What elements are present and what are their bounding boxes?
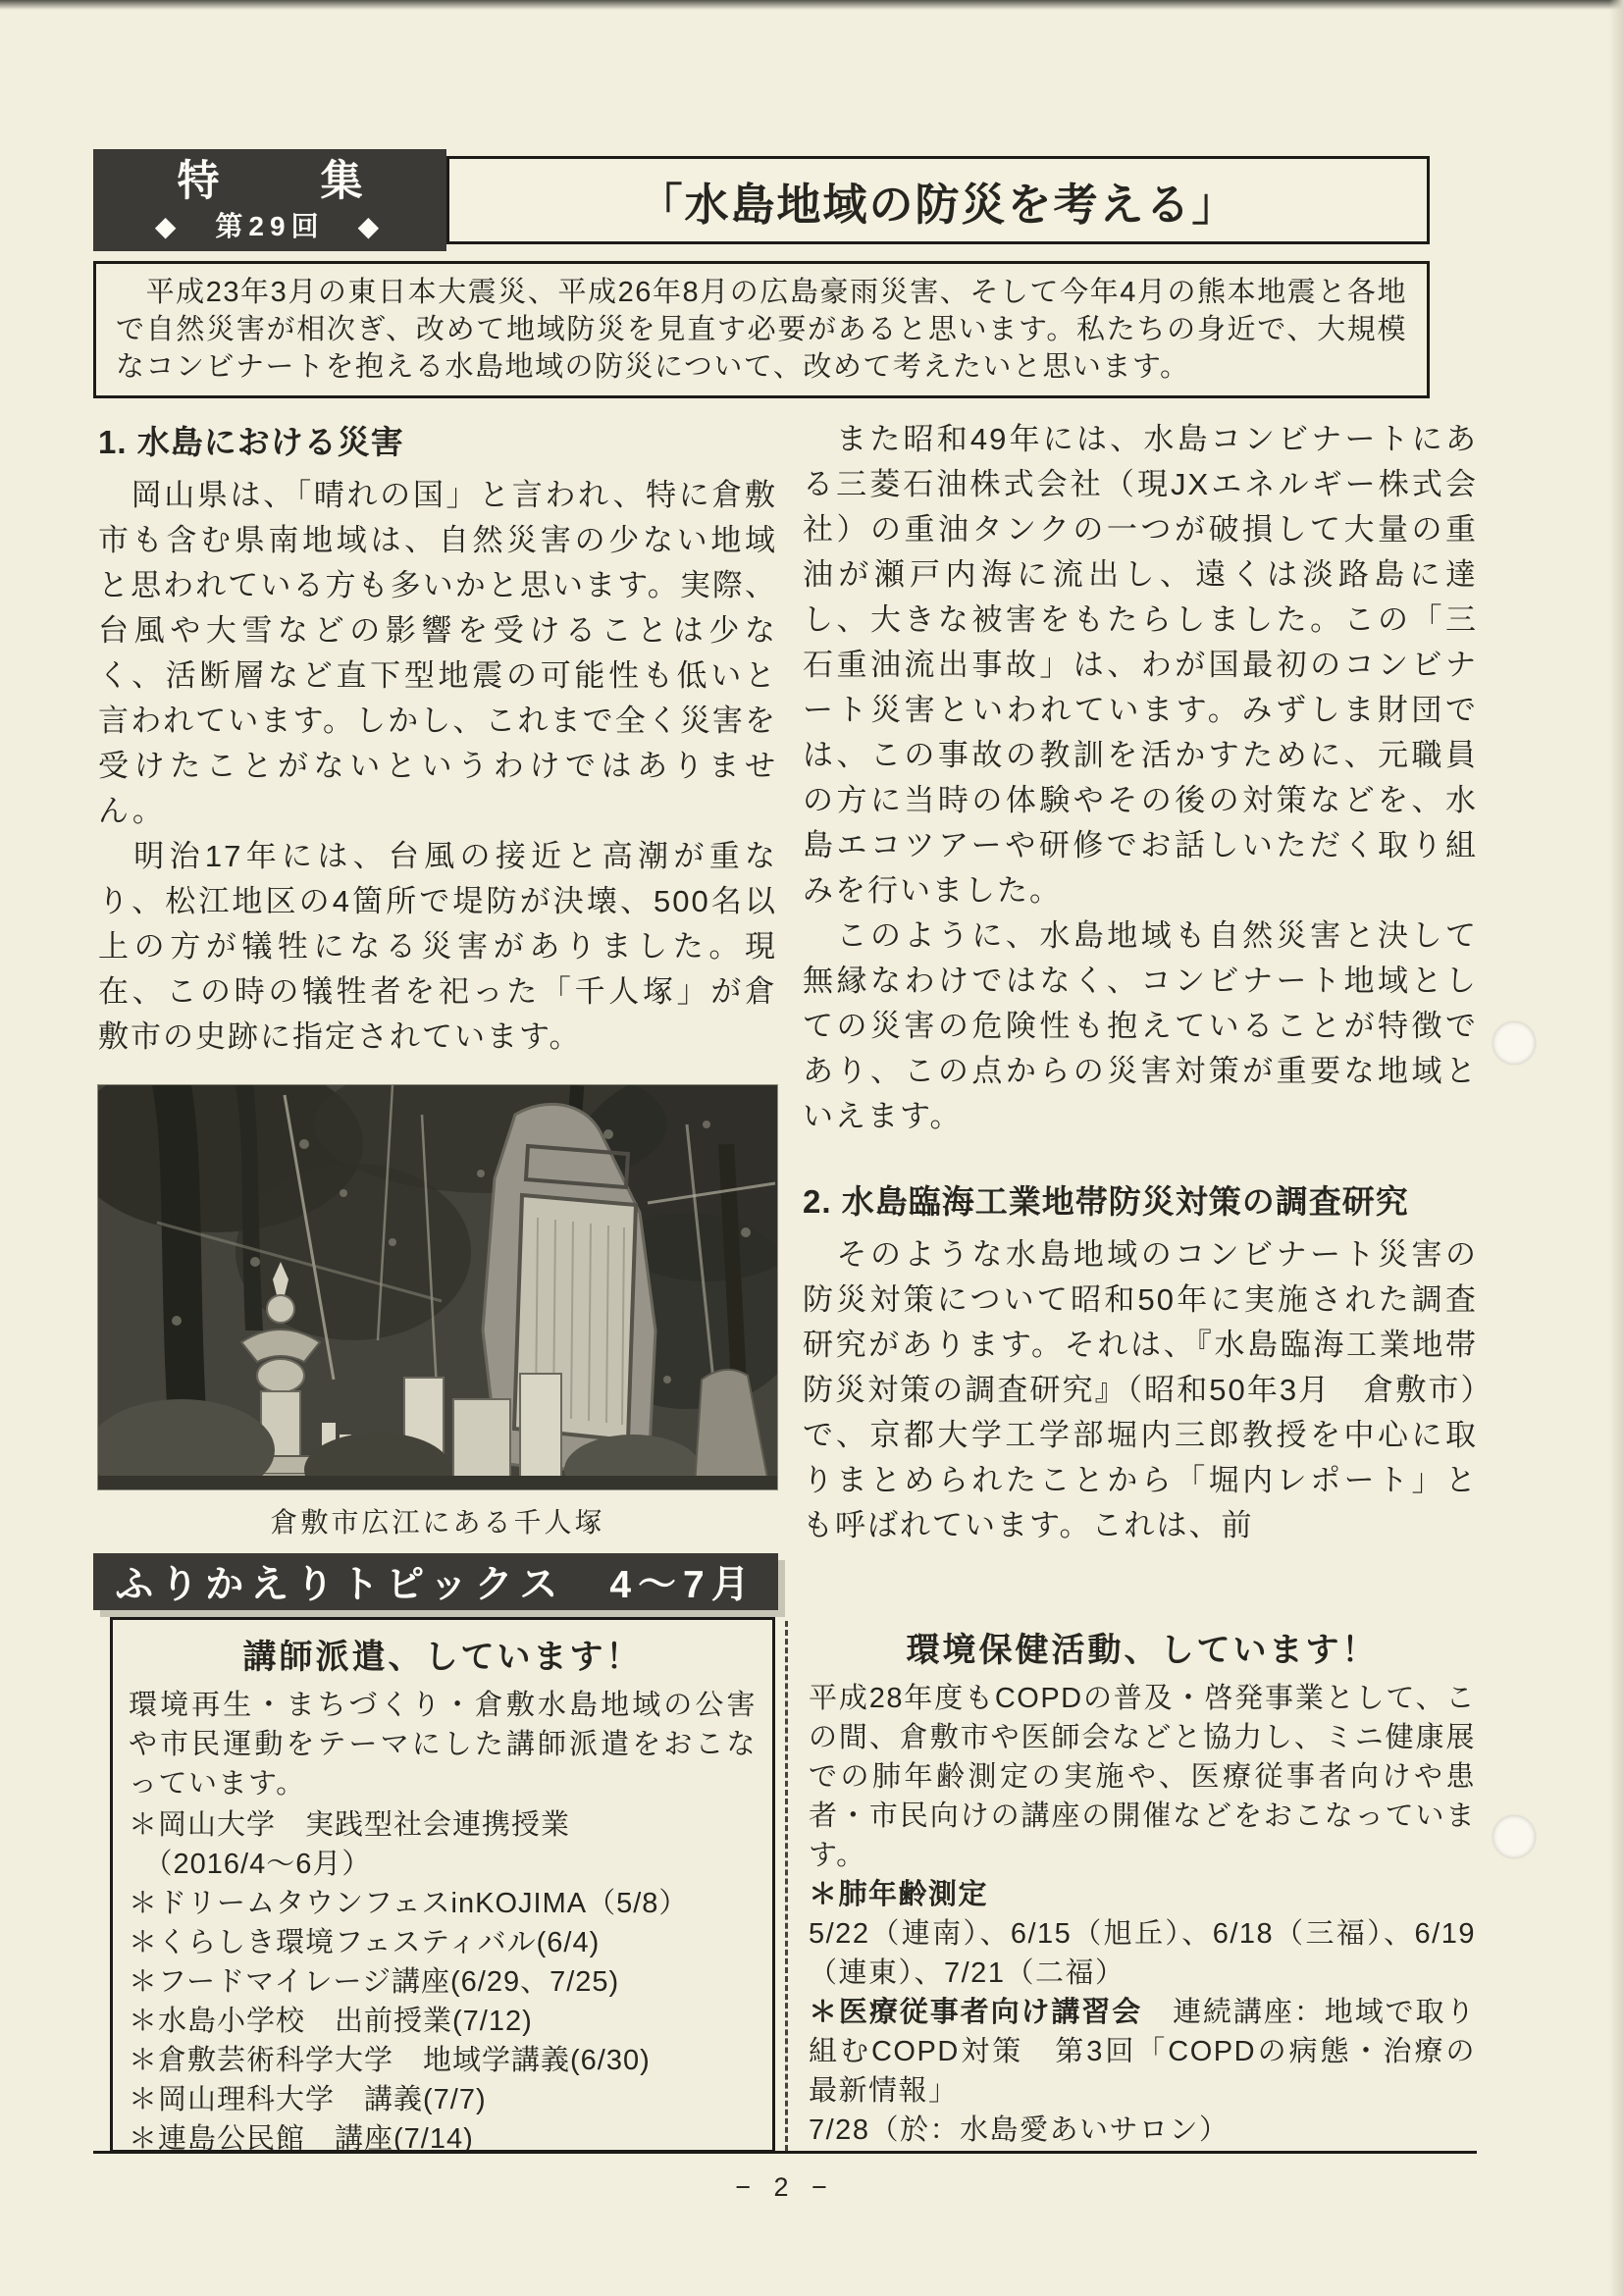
tenninzuka-photo-illustration [98,1085,777,1489]
intro-box [93,261,1430,398]
intro-text: 平成23年3月の東日本大震災、平成26年8月の広島豪雨災害、そして今年4月の熊本地震と各地で自然災害が相次ぎ、改めて地域防災を見直す必要があると思います。私たちの身近で、大規模なコンビナートを抱える水島地域の防災について、改めて考えたいと思います。 [116,277,1407,383]
bottom-column-divider [785,1621,788,2151]
lecture-dispatch-box [110,1617,775,2153]
scan-top-edge [0,0,1623,10]
scan-right-edge [1609,0,1623,2296]
lecture-item: （2016/4～6月） [129,1849,372,1880]
issue-label: ◆ 第29回 ◆ [154,210,386,241]
right-column [803,417,1478,1548]
footer-rule [93,2151,1477,2154]
health-activity-box [809,1619,1476,2150]
medical-training-desc: 連続講座：地域で取り組むCOPD対策 第3回「COPDの病態・治療の最新情報」 [809,1997,1476,2107]
section1-paragraph-2: 明治17年には、台風の接近と高潮が重なり、松江地区の4箇所で堤防が決壊、500名以上の方が犠牲になる災害がありました。現在、この時の犠牲者を祀った「千人塚」が倉敷市の史跡に指定されています。 [98,839,777,1054]
lecture-item: ＊水島小学校 出前授業(7/12) [129,2006,533,2037]
right-paragraph-2: このように、水島地域も自然災害と決して無縁なわけではなく、コンビナート地域としての災害の危険性も抱えていることが特徴であり、この点からの災害対策が重要な地域といえます。 [803,918,1478,1133]
title-box [446,156,1430,244]
feature-box [93,149,446,251]
page-title: 「水島地域の防災を考える」 [638,179,1238,230]
lecture-item: ＊フードマイレージ講座(6/29、7/25) [129,1966,620,1998]
medical-training-entry [809,1993,1476,2111]
right-paragraph-1: また昭和49年には、水島コンビナートにある三菱石油株式会社（現JXエネルギー株式会社）の重油タンクの一つが破損して大量の重油が瀬戸内海に流出し、遠くは淡路島に達し、大きな被害をもたらしました。この「三石重油流出事故」は、わが国最初のコンビナート災害といわれています。みずしま財団では、この事故の教訓を活かすために、元職員の方に当時の体験やその後の対策などを、水島エコツアーや研修でお話しいただく取り組みを行いました。 [803,422,1478,908]
lecture-item: ＊ドリームタウンフェスinKOJIMA（5/8） [129,1888,689,1919]
medical-training-date: 7/28（於：水島愛あいサロン） [809,2114,1230,2146]
tenninzuka-photo [98,1085,777,1489]
lecture-item: ＊岡山理科大学 講義(7/7) [129,2084,487,2115]
hole-punch-bottom [1492,1815,1536,1858]
left-column [98,417,777,1540]
topics-banner: ふりかえりトピックス 4～7月 [93,1553,778,1610]
section1-heading: 1. 水島における災害 [98,424,404,460]
section2-heading: 2. 水島臨海工業地帯防災対策の調査研究 [803,1183,1409,1220]
medical-training-title: ＊医療従事者向け講習会 [809,1997,1143,2028]
health-box-intro: 平成28年度もCOPDの普及・啓発事業として、この間、倉敷市や医師会などと協力し、ミニ健康展での肺年齢測定の実施や、医療従事者向けや患者・市民向けの講座の開催などをおこなっています。 [809,1683,1476,1871]
lecture-item: ＊くらしき環境フェスティバル(6/4) [129,1927,601,1958]
photo-caption: 倉敷市広江にある千人塚 [270,1507,605,1538]
lecture-item: ＊岡山大学 実践型社会連携授業 [129,1809,571,1841]
lecture-item: ＊連島公民館 講座(7/14) [129,2123,474,2155]
lecture-item: ＊倉敷芸術科学大学 地域学講義(6/30) [129,2045,651,2076]
section1-paragraph-1: 岡山県は、「晴れの国」と言われ、特に倉敷市も含む県南地域は、自然災害の少ない地域と思われている方も多いかと思います。実際、台風や大雪などの影響を受けることは少なく、活断層など直下型地震の可能性も低いと言われています。しかし、これまで全く災害を受けたことがないというわけではありません。 [98,478,777,828]
hole-punch-top [1492,1021,1536,1065]
page-number: − 2 − [735,2172,835,2202]
health-box-title: 環境保健活動、しています！ [906,1632,1379,1669]
lung-age-title: ＊肺年齢測定 [809,1879,989,1910]
lecture-item-list [129,1805,757,2159]
lecture-box-intro: 環境再生・まちづくり・倉敷水島地域の公害や市民運動をテーマにした講師派遣をおこなっています。 [129,1690,757,1800]
lecture-box-title: 講師派遣、しています！ [242,1639,643,1676]
header [93,149,1430,251]
lung-age-dates: 5/22（連南）、6/15（旭丘）、6/18（三福）、6/19（連東）、7/21（二福） [809,1918,1476,1989]
section2-paragraph-1: そのような水島地域のコンビナート災害の防災対策について昭和50年に実施された調査研究があります。それは、『水島臨海工業地帯防災対策の調査研究』（昭和50年3月 倉敷市）で、京都大学工学部堀内三郎教授を中心に取りまとめられたことから「堀内レポート」とも呼ばれています。これは、前 [803,1237,1479,1542]
feature-label: 特 集 [177,158,393,206]
